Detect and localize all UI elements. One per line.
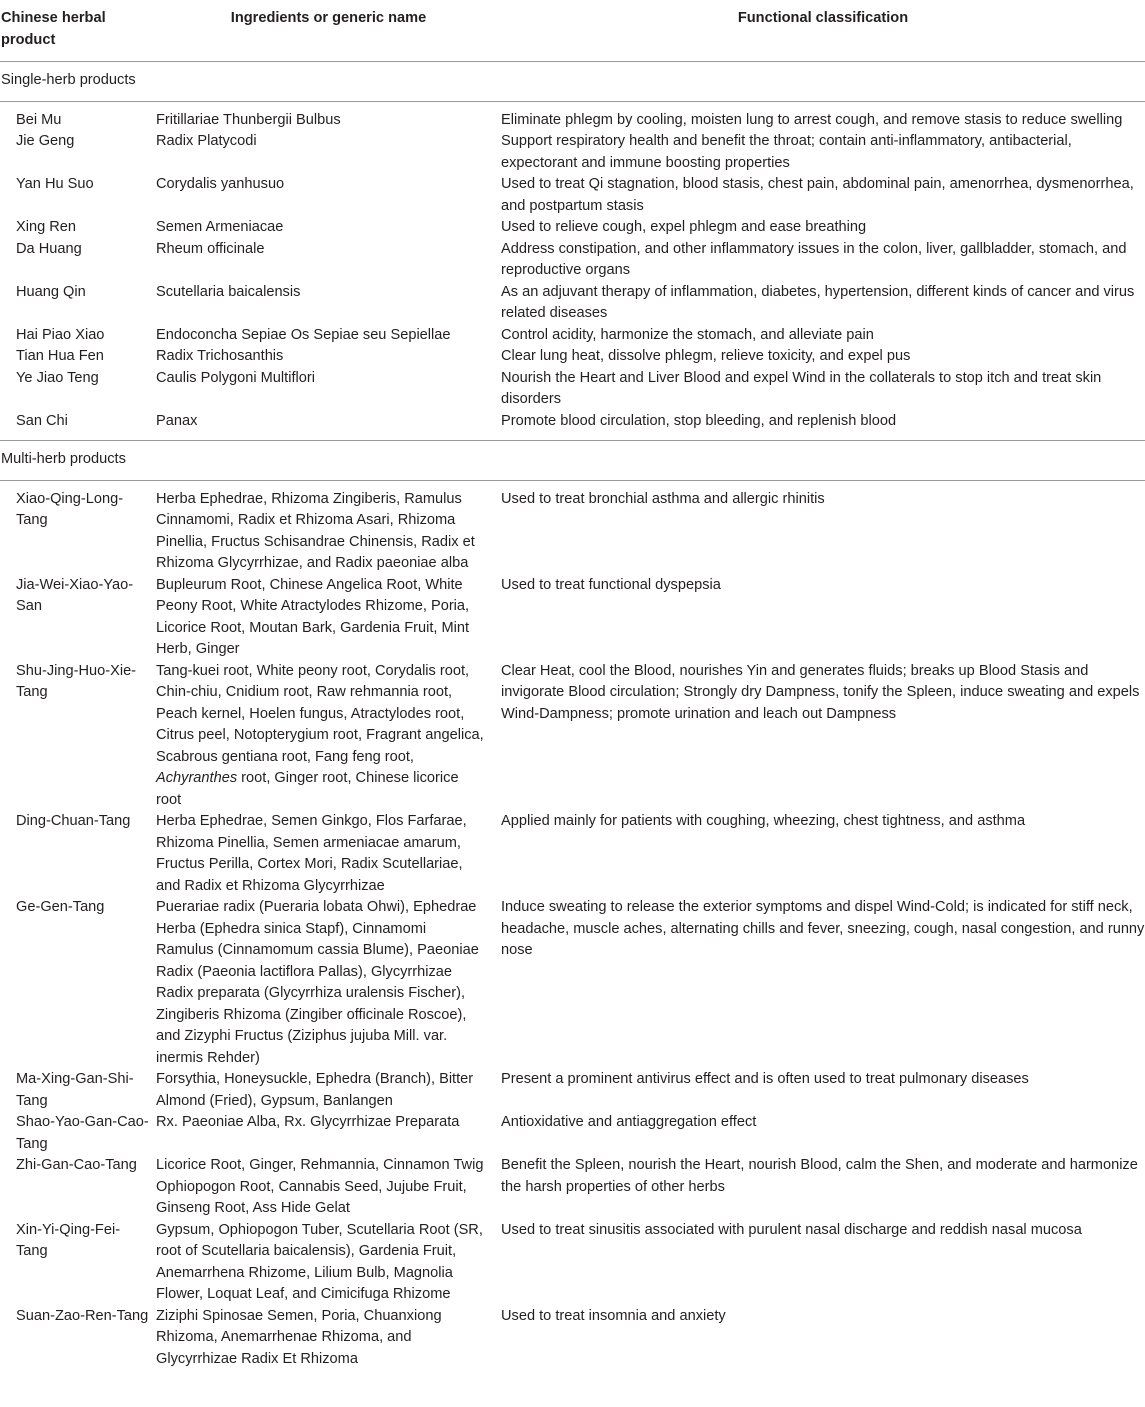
ingredients-cell: Rx. Paeoniae Alba, Rx. Glycyrrhizae Preparata [156, 1114, 460, 1130]
ingredients-cell: Rheum officinale [156, 240, 265, 257]
function-cell: Used to treat functional dyspepsia [501, 576, 721, 593]
function-cell: Present a prominent antivirus effect and is often used to treat pulmonary diseases [501, 1071, 1029, 1087]
product-name: Shao-Yao-Gan-Cao-Tang [16, 1114, 149, 1152]
product-name: Da Huang [16, 240, 82, 257]
table-row [0, 1306, 1145, 1371]
ingredients-cell: Radix Trichosanthis [156, 348, 284, 364]
table-row [0, 174, 1145, 217]
function-cell: Support respiratory health and benefit the throat; contain anti-inflammatory, antibacterial, expectorant and immune boosting properties [501, 133, 1072, 171]
section-label-single: Single-herb products [0, 62, 1145, 102]
ingredients-text: root, Ginger root, Chinese licorice root [156, 770, 459, 808]
product-name: Hai Piao Xiao [16, 326, 105, 343]
ingredients-cell: Puerariae radix (Pueraria lobata Ohwi), Ephedrae Herba (Ephedra sinica Stapf), Cinnamomi Ramulus (Cinnamomum cassia Blume), Paeoniae Radix (Paeonia lactiflora Pallas), Glycyrrhizae Radix preparata (Glycyrrhiza uralensis Fischer), Zingiberis Rhizoma (Zingiber officinale Roscoe), and Zizyphi Fructus (Ziziphus jujuba Mill. var. inermis Rehder) [156, 899, 479, 1066]
product-name: Xing Ren [16, 219, 77, 235]
table-row [0, 239, 1145, 282]
table-row [0, 346, 1145, 368]
function-cell: Antioxidative and antiaggregation effect [501, 1114, 757, 1130]
header-ingredients: Ingredients or generic name [156, 0, 501, 62]
table-row [0, 411, 1145, 441]
section-row-single [0, 62, 1145, 102]
product-name: Ding-Chuan-Tang [16, 813, 131, 829]
ingredients-cell: Fritillariae Thunbergii Bulbus [156, 111, 341, 128]
function-cell: Applied mainly for patients with coughing, wheezing, chest tightness, and asthma [501, 813, 1026, 829]
table-row [0, 1220, 1145, 1306]
product-name: Tian Hua Fen [16, 348, 104, 364]
function-cell: Used to treat bronchial asthma and allergic rhinitis [501, 490, 825, 507]
ingredients-cell: Ziziphi Spinosae Semen, Poria, Chuanxiong Rhizoma, Anemarrhenae Rhizoma, and Glycyrrhizae Radix Et Rhizoma [156, 1307, 442, 1367]
ingredients-cell [156, 1155, 501, 1220]
product-name: Bei Mu [16, 111, 62, 128]
ingredients-line: Ophiopogon Root, Cannabis Seed, Jujube Fruit, Ginseng Root, Ass Hide Gelat [156, 1178, 467, 1216]
header-row [0, 0, 1145, 62]
table-row [0, 811, 1145, 897]
ingredients-cell: Herba Ephedrae, Rhizoma Zingiberis, Ramulus Cinnamomi, Radix et Rhizoma Asari, Rhizoma Pinellia, Fructus Schisandrae Chinensis, Radix et Rhizoma Glycyrrhizae, and Radix paeoniae alba [156, 490, 475, 571]
product-name: Shu-Jing-Huo-Xie-Tang [16, 662, 137, 700]
ingredients-cell: Radix Platycodi [156, 133, 257, 149]
product-name: Jie Geng [16, 133, 75, 149]
ingredients-italic: Achyranthes [156, 770, 238, 786]
ingredients-cell: Scutellaria baicalensis [156, 283, 301, 300]
table-row [0, 1112, 1145, 1155]
table-row [0, 480, 1145, 575]
function-cell: Promote blood circulation, stop bleeding, and replenish blood [501, 411, 1145, 441]
function-cell: Clear Heat, cool the Blood, nourishes Yin and generates fluids; breaks up Blood Stasis and invigorate Blood circulation; Strongly dry Dampness, tonify the Spleen, induce sweating and expels Wind-Dampness; promote urination and leach out Dampness [501, 662, 1140, 722]
ingredients-cell [156, 661, 501, 812]
product-name: Ge-Gen-Tang [16, 899, 105, 915]
function-cell: Control acidity, harmonize the stomach, and alleviate pain [501, 326, 874, 343]
function-cell: Nourish the Heart and Liver Blood and expel Wind in the collaterals to stop itch and treat skin disorders [501, 369, 1102, 407]
table-row [0, 897, 1145, 1069]
product-name: Huang Qin [16, 283, 86, 300]
product-name: San Chi [0, 411, 156, 441]
ingredients-cell: Panax [156, 411, 501, 441]
table-row [0, 1069, 1145, 1112]
table-row [0, 1155, 1145, 1220]
function-cell: Used to treat Qi stagnation, blood stasis, chest pain, abdominal pain, amenorrhea, dysmenorrhea, and postpartum stasis [501, 176, 1134, 214]
table-row [0, 325, 1145, 347]
function-cell: Address constipation, and other inflammatory issues in the colon, liver, gallbladder, stomach, and reproductive organs [501, 240, 1127, 278]
ingredients-cell: Endoconcha Sepiae Os Sepiae seu Sepiellae [156, 326, 451, 343]
product-name: Ye Jiao Teng [16, 369, 99, 386]
table-row [0, 368, 1145, 411]
function-cell: Used to treat sinusitis associated with purulent nasal discharge and reddish nasal mucosa [501, 1221, 1082, 1238]
section-row-multi [0, 441, 1145, 481]
function-cell: Benefit the Spleen, nourish the Heart, nourish Blood, calm the Shen, and moderate and harmonize the harsh properties of other herbs [501, 1157, 1138, 1195]
ingredients-line: Licorice Root, Ginger, Rehmannia, Cinnamon Twig [156, 1157, 484, 1173]
ingredients-cell: Gypsum, Ophiopogon Tuber, Scutellaria Root (SR, root of Scutellaria baicalensis), Gardenia Fruit, Anemarrhena Rhizome, Lilium Bulb, Magnolia Flower, Loquat Leaf, and Cimicifuga Rhizome [156, 1221, 483, 1302]
product-name: Xin-Yi-Qing-Fei-Tang [16, 1221, 121, 1259]
table-row [0, 575, 1145, 661]
product-name: Ma-Xing-Gan-Shi-Tang [16, 1071, 134, 1109]
ingredients-cell: Herba Ephedrae, Semen Ginkgo, Flos Farfarae, Rhizoma Pinellia, Semen armeniacae amarum, Fructus Perilla, Cortex Mori, Radix Scutellariae, and Radix et Rhizoma Glycyrrhizae [156, 813, 467, 894]
function-cell: Used to relieve cough, expel phlegm and ease breathing [501, 219, 867, 235]
product-name: Suan-Zao-Ren-Tang [16, 1307, 149, 1324]
ingredients-cell: Bupleurum Root, Chinese Angelica Root, White Peony Root, White Atractylodes Rhizome, Poria, Licorice Root, Moutan Bark, Gardenia Fruit, Mint Herb, Ginger [156, 576, 470, 657]
function-cell: Clear lung heat, dissolve phlegm, relieve toxicity, and expel pus [501, 348, 911, 364]
function-cell: Used to treat insomnia and anxiety [501, 1307, 726, 1324]
table-row [0, 661, 1145, 812]
header-function: Functional classification [501, 0, 1145, 62]
product-name: Xiao-Qing-Long-Tang [16, 490, 124, 528]
table-row [0, 101, 1145, 131]
ingredients-text: Tang-kuei root, White peony root, Corydalis root, Chin-chiu, Cnidium root, Raw rehmannia root, Peach kernel, Hoelen fungus, Atractylodes root, Citrus peel, Notopterygium root, Fragrant angelica, Scabrous gentiana root, Fang feng root, [156, 662, 484, 765]
function-cell: Induce sweating to release the exterior symptoms and dispel Wind-Cold; is indicated for stiff neck, headache, muscle aches, alternating chills and fever, sneezing, cough, nasal congestion, and runny nose [501, 899, 1145, 958]
ingredients-cell: Caulis Polygoni Multiflori [156, 369, 315, 386]
ingredients-cell: Forsythia, Honeysuckle, Ephedra (Branch), Bitter Almond (Fried), Gypsum, Banlangen [156, 1071, 474, 1109]
function-cell: Eliminate phlegm by cooling, moisten lung to arrest cough, and remove stasis to reduce swelling [501, 111, 1123, 128]
ingredients-cell: Semen Armeniacae [156, 219, 284, 235]
ingredients-cell: Corydalis yanhusuo [156, 176, 285, 192]
section-label-multi: Multi-herb products [0, 441, 1145, 481]
product-name: Yan Hu Suo [16, 176, 94, 192]
table-row [0, 217, 1145, 239]
product-name: Jia-Wei-Xiao-Yao-San [16, 576, 134, 614]
product-name: Zhi-Gan-Cao-Tang [16, 1157, 137, 1173]
header-product: Chinese herbal product [0, 0, 156, 62]
table-row [0, 282, 1145, 325]
table-row [0, 131, 1145, 174]
function-cell: As an adjuvant therapy of inflammation, diabetes, hypertension, different kinds of cancer and virus related diseases [501, 283, 1135, 321]
